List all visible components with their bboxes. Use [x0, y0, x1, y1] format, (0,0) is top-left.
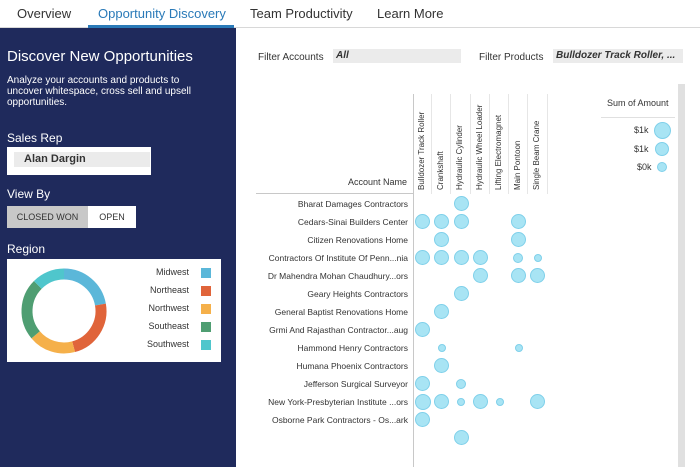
account-row-label[interactable]: Humana Phoenix Contractors [296, 361, 408, 371]
account-row-label[interactable]: Citizen Renovations Home [307, 235, 408, 245]
donut-segment-northwest[interactable] [36, 335, 74, 348]
column-divider [527, 94, 528, 194]
matrix-bubble[interactable] [415, 412, 430, 427]
sales-rep-field[interactable] [7, 147, 151, 175]
donut-segment-midwest[interactable] [64, 274, 100, 305]
matrix-bubble[interactable] [415, 214, 430, 229]
account-row-label[interactable]: Contractors Of Institute Of Penn...nia [268, 253, 408, 263]
matrix-bubble[interactable] [530, 268, 545, 283]
view-by-open-button[interactable]: OPEN [88, 206, 136, 228]
donut-segment-southeast[interactable] [27, 285, 38, 335]
sidebar-description: Analyze your accounts and products to uncover whitespace, cross sell and upsell opportunities. [7, 75, 191, 108]
tab-learn-more[interactable]: Learn More [377, 6, 444, 21]
tab-bar [0, 0, 700, 28]
matrix-bubble[interactable] [530, 394, 545, 409]
legend-swatch [201, 340, 211, 350]
matrix-bubble[interactable] [456, 379, 466, 389]
view-by-closed-won-button[interactable]: CLOSED WON [7, 206, 88, 228]
account-row-label[interactable]: New York-Presbyterian Institute ...ors [268, 397, 408, 407]
sidebar [0, 28, 236, 467]
account-row-label[interactable]: Osborne Park Contractors - Os...ark [271, 415, 408, 425]
legend-swatch [201, 268, 211, 278]
column-header[interactable]: Single Beam Crane [532, 120, 541, 190]
matrix-bubble[interactable] [415, 250, 430, 265]
region-donut-chart[interactable] [7, 259, 117, 362]
column-header[interactable]: Crankshaft [436, 151, 445, 190]
filter-products-label: Filter Products [479, 52, 544, 63]
column-divider [489, 94, 490, 194]
matrix-bubble[interactable] [454, 196, 469, 211]
legend-swatch [201, 286, 211, 296]
matrix-bubble[interactable] [511, 268, 526, 283]
account-row-label[interactable]: Grmi And Rajasthan Contractor...aug [269, 325, 408, 335]
donut-segment-southwest[interactable] [38, 274, 64, 285]
column-header[interactable]: Bulldozer Track Roller [417, 111, 426, 190]
matrix-scrollbar[interactable] [678, 84, 685, 467]
size-legend-label: $1k [634, 144, 649, 154]
matrix-bubble[interactable] [511, 214, 526, 229]
region-chart-panel [7, 259, 221, 362]
account-row-label[interactable]: Hammond Henry Contractors [297, 343, 408, 353]
legend-label: Southwest [146, 339, 189, 349]
column-divider [450, 94, 451, 194]
matrix-bubble[interactable] [511, 232, 526, 247]
column-divider [508, 94, 509, 194]
legend-swatch [201, 322, 211, 332]
legend-swatch [201, 304, 211, 314]
matrix-bubble[interactable] [434, 250, 449, 265]
legend-label: Midwest [155, 267, 189, 277]
matrix-bubble[interactable] [415, 394, 431, 410]
column-divider [547, 94, 548, 194]
account-row-label[interactable]: General Baptist Renovations Home [274, 307, 408, 317]
account-row-label[interactable]: Bharat Damages Contractors [297, 199, 408, 209]
tab-team-productivity[interactable]: Team Productivity [250, 6, 353, 21]
matrix-bubble[interactable] [457, 398, 465, 406]
matrix-bubble[interactable] [473, 394, 488, 409]
size-legend-divider [601, 117, 675, 118]
matrix-bubble[interactable] [454, 214, 469, 229]
matrix-bubble[interactable] [515, 344, 523, 352]
donut-segment-northeast[interactable] [74, 305, 101, 347]
legend-label: Northeast [149, 285, 189, 295]
legend-item-southeast[interactable] [127, 321, 217, 333]
view-by-label: View By [7, 187, 51, 201]
legend-label: Southeast [148, 321, 189, 331]
account-row-label[interactable]: Cedars-Sinai Builders Center [297, 217, 408, 227]
legend-item-northeast[interactable] [127, 285, 217, 297]
matrix-divider [413, 94, 414, 467]
matrix-bubble[interactable] [454, 286, 469, 301]
sales-rep-label: Sales Rep [7, 131, 63, 145]
matrix-bubble[interactable] [434, 232, 449, 247]
matrix-bubble[interactable] [434, 358, 449, 373]
matrix-bubble[interactable] [496, 398, 504, 406]
matrix-bubble[interactable] [473, 268, 488, 283]
filter-accounts-input[interactable]: All [333, 49, 461, 63]
size-legend-title: Sum of Amount [607, 98, 669, 108]
size-legend-label: $0k [637, 162, 652, 172]
size-legend-bubble [654, 122, 671, 139]
sidebar-title: Discover New Opportunities [7, 48, 193, 65]
legend-item-northwest[interactable] [127, 303, 217, 315]
tab-opportunity-discovery[interactable]: Opportunity Discovery [98, 6, 226, 21]
matrix-divider [256, 193, 413, 194]
legend-label: Northwest [148, 303, 189, 313]
region-label: Region [7, 242, 46, 256]
size-legend-bubble [655, 142, 669, 156]
matrix-bubble[interactable] [473, 250, 488, 265]
account-row-label[interactable]: Geary Heights Contractors [307, 289, 408, 299]
matrix-bubble[interactable] [434, 304, 449, 319]
size-legend-bubble [657, 162, 667, 172]
legend-item-southwest[interactable] [127, 339, 217, 351]
matrix-bubble[interactable] [438, 344, 446, 352]
account-name-header[interactable]: Account Name [348, 177, 408, 187]
matrix-bubble[interactable] [454, 430, 469, 445]
matrix-bubble[interactable] [513, 253, 523, 263]
size-legend-label: $1k [634, 125, 649, 135]
matrix-bubble[interactable] [534, 254, 542, 262]
column-header[interactable]: Hydraulic Cylinder [455, 125, 464, 190]
column-divider [431, 94, 432, 194]
legend-item-midwest[interactable] [127, 267, 217, 279]
column-divider [470, 94, 471, 194]
account-row-label[interactable]: Jefferson Surgical Surveyor [303, 379, 408, 389]
matrix-bubble[interactable] [415, 322, 430, 337]
account-row-label[interactable]: Dr Mahendra Mohan Chaudhury...ors [267, 271, 408, 281]
filter-products-input[interactable]: Bulldozer Track Roller, ... [553, 49, 683, 63]
sales-rep-value[interactable]: Alan Dargin [14, 152, 150, 167]
main-panel [236, 28, 700, 467]
column-header[interactable]: Main Pontoon [513, 140, 522, 190]
filter-accounts-label: Filter Accounts [258, 52, 324, 63]
tab-overview[interactable]: Overview [17, 6, 72, 21]
matrix-bubble[interactable] [434, 394, 449, 409]
matrix-bubble[interactable] [434, 214, 449, 229]
column-header[interactable]: Lifting Electromagnet [494, 114, 503, 190]
matrix-bubble[interactable] [415, 376, 430, 391]
column-header[interactable]: Hydraulic Wheel Loader [475, 104, 484, 190]
matrix-bubble[interactable] [454, 250, 469, 265]
